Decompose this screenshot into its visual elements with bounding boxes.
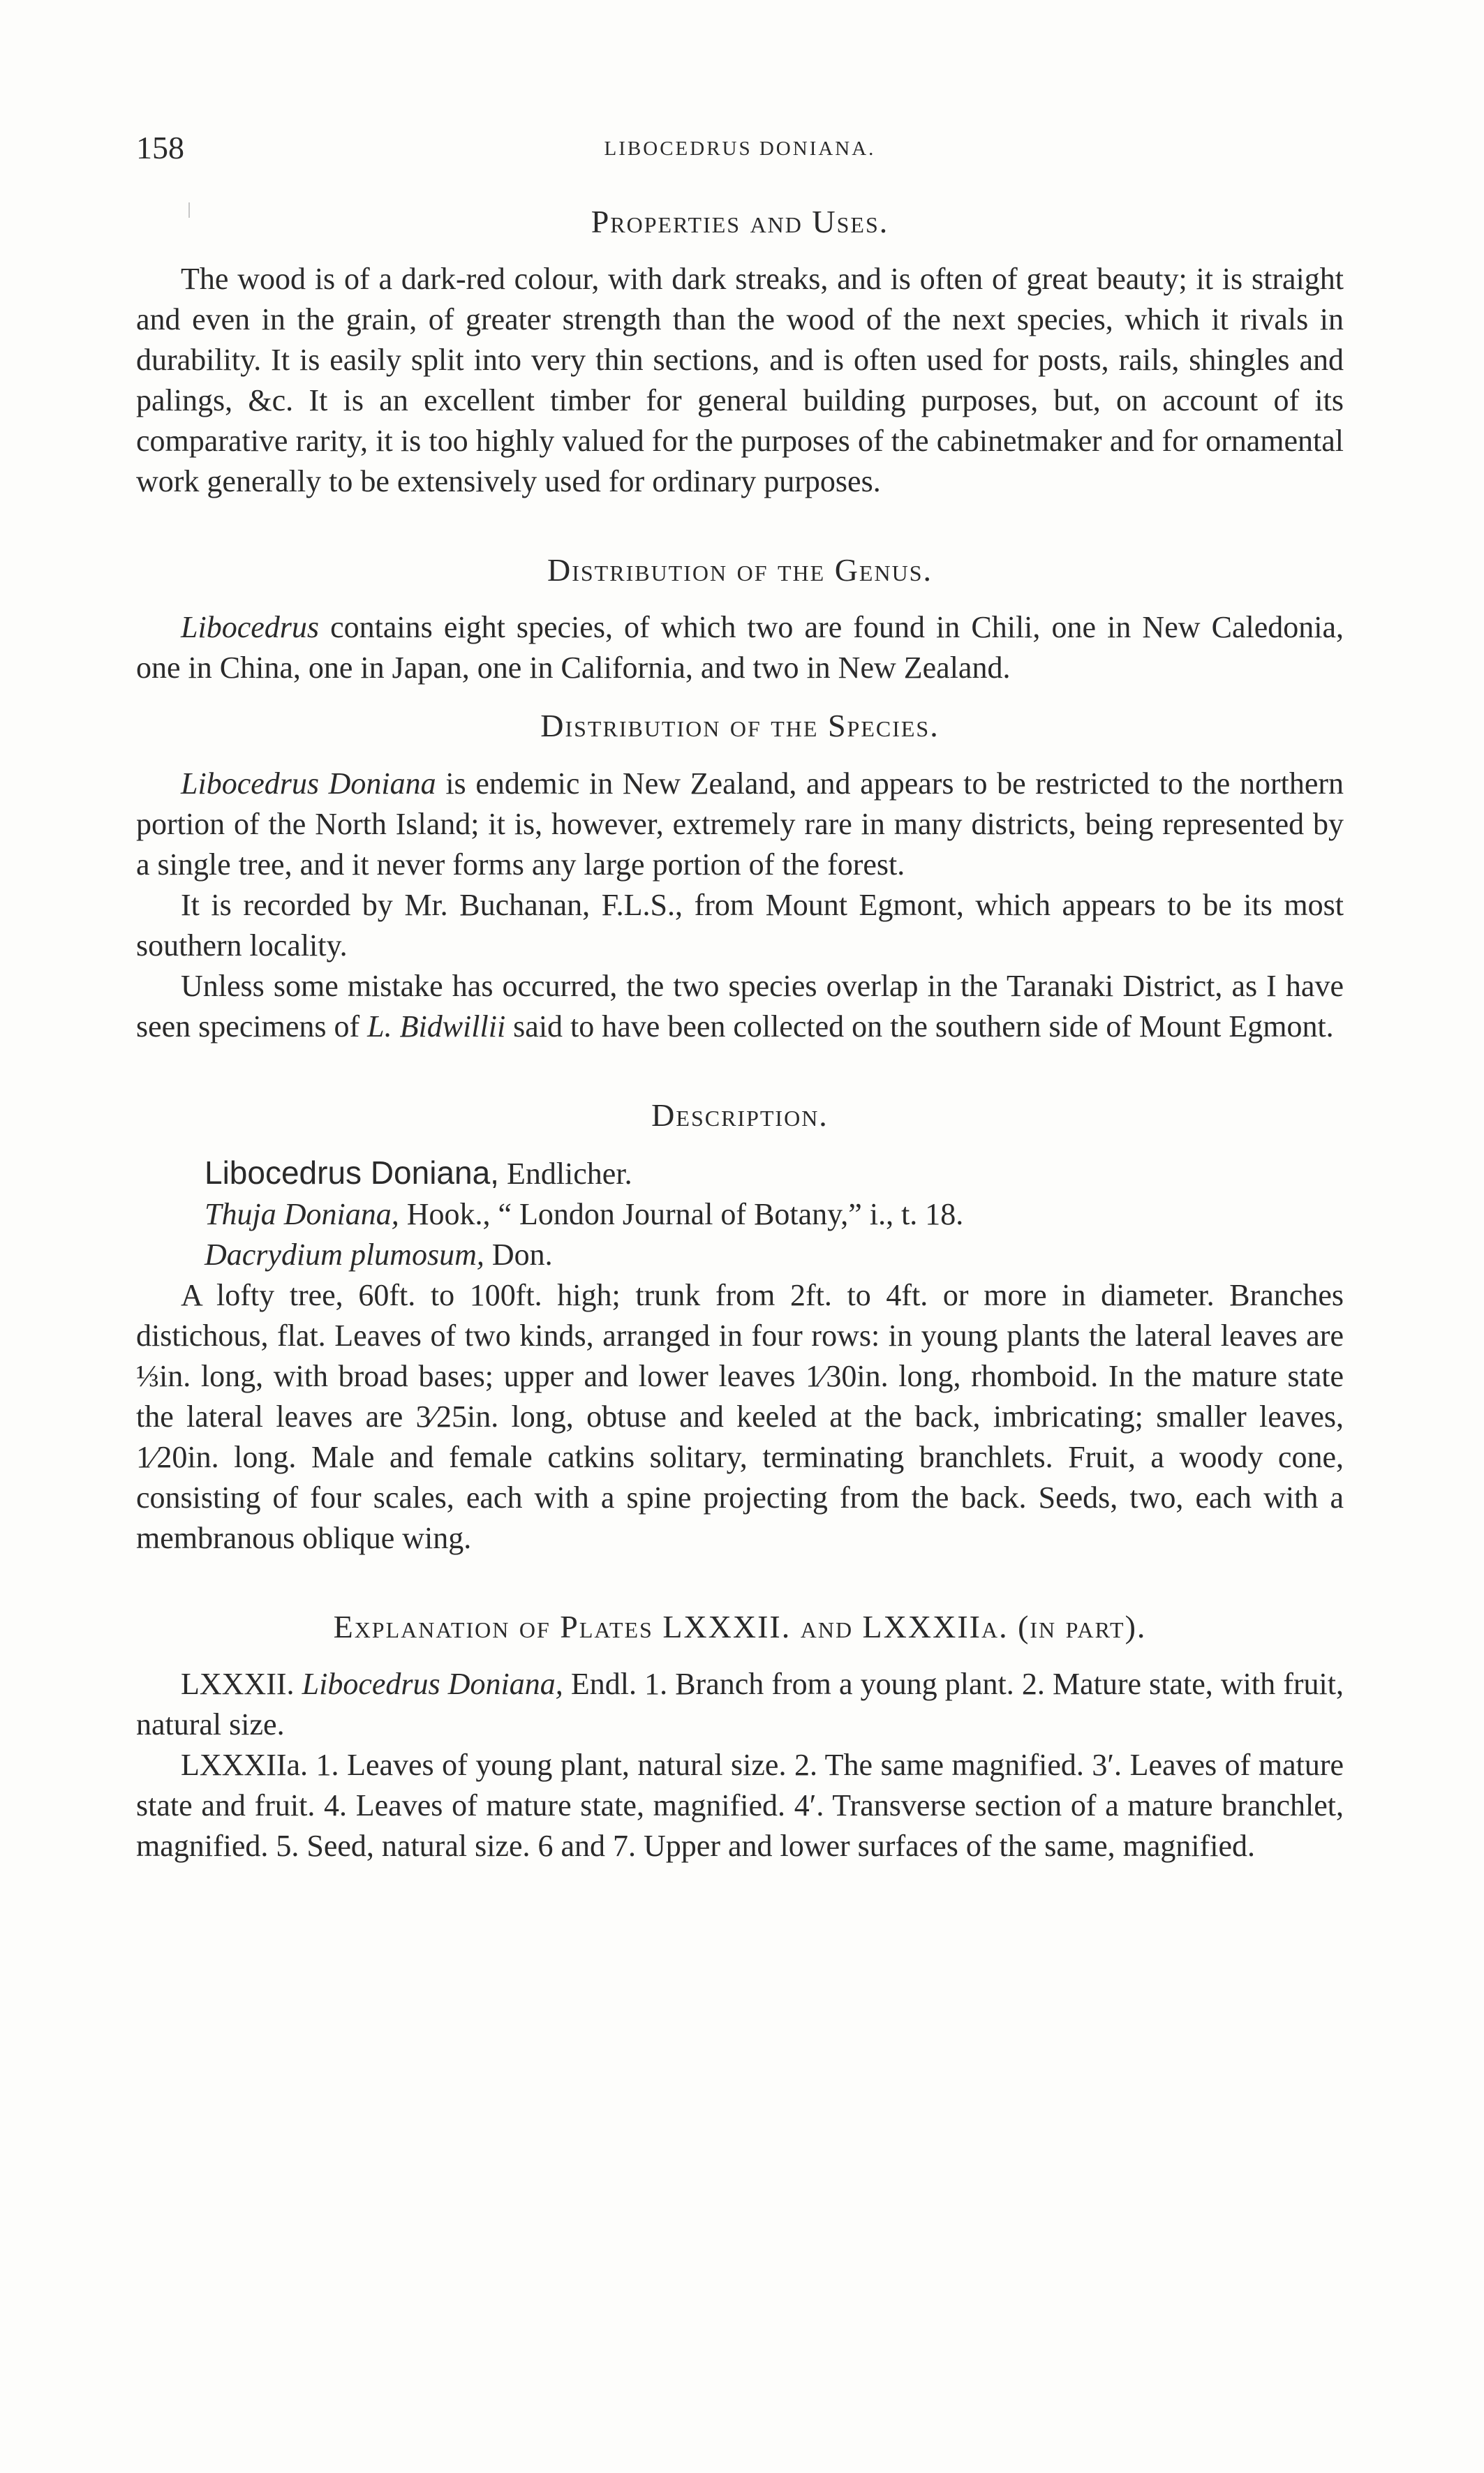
species-text-3b: said to have been collected on the southern side of Mount Egmont. (505, 1009, 1334, 1044)
page-body (136, 202, 1344, 1866)
genus-italic: Libocedrus (181, 610, 319, 645)
description-title: Description. (651, 1097, 829, 1133)
species-italic-bidwillii: L. Bidwillii (367, 1009, 506, 1044)
plate-number: LXXXII. (181, 1666, 302, 1701)
plates-paragraph-2: LXXXIIa. 1. Leaves of young plant, natural size. 2. The same magnified. 3′. Leaves of mature state and fruit. 4. Leaves of mature state, magnified. 4′. Transverse section of a mature branchlet, magnified. 5. Seed, natural size. 6 and 7. Upper and lower surfaces of the same, magnified. (136, 1747, 1344, 1863)
plate-text-1: Endl. 1. Branch from a young plant. 2. Mature state, with fruit, natural size. (136, 1666, 1344, 1742)
species-paragraph-1 (136, 764, 1344, 885)
plate-species: Libocedrus Doniana, (302, 1666, 563, 1701)
species-text-1: is endemic in New Zealand, and appears to be restricted to the northern portion of the North Island; it is, however, extremely rare in many districts, being represented by a single tree, and it never forms any large portion of the forest. (136, 766, 1344, 882)
genus-title: Distribution of the Genus. (547, 552, 933, 588)
synonym-1-name: Thuja Doniana, (205, 1196, 399, 1231)
synonym-2-name: Dacrydium plumosum, (205, 1237, 484, 1272)
species-paragraph-3 (136, 966, 1344, 1047)
species-italic: Libocedrus Doniana (181, 766, 436, 801)
page-header (136, 129, 1344, 171)
species-paragraph-2: It is recorded by Mr. Buchanan, F.L.S., from Mount Egmont, which appears to be its most southern locality. (136, 887, 1344, 963)
synonym-1-ref: Hook., “ London Journal of Botany,” i., t. 18. (399, 1196, 964, 1231)
species-heading (205, 1152, 1344, 1194)
synonym-1 (205, 1194, 1344, 1235)
species-distribution-title: Distribution of the Species. (540, 708, 940, 744)
species-name: Libocedrus Doniana, (205, 1154, 499, 1191)
page-number: 158 (136, 130, 184, 165)
species-authority: Endlicher. (498, 1156, 632, 1191)
genus-text: contains eight species, of which two are found in Chili, one in New Caledonia, one in China, one in Japan, one in California, and two in New Zealand. (136, 610, 1344, 685)
synonym-2 (205, 1235, 1344, 1275)
synonym-2-ref: Don. (484, 1237, 553, 1272)
plates-paragraph-1 (136, 1664, 1344, 1745)
properties-paragraph: The wood is of a dark-red colour, with dark streaks, and is often of great beauty; it is straight and even in the grain, of greater strength than the wood of the next species, which it rivals in durability. It is easily split into very thin sections, and is often used for posts, rails, shingles and palings, &c. It is an excellent timber for general building purposes, but, on account of its comparative rarity, it is too highly valued for the purposes of the cabinetmaker and for ornamental work generally to be extensively used for ordinary purposes. (136, 262, 1344, 499)
running-head: LIBOCEDRUS DONIANA. (604, 138, 876, 160)
species-text-3a: Unless some mistake has occurred, the two species overlap in the Taranaki District, as I have seen specimens of (136, 968, 1344, 1044)
properties-title: Properties and Uses. (591, 204, 889, 239)
genus-paragraph (136, 607, 1344, 688)
plates-title: Explanation of Plates LXXXII. and LXXXIIa. (in part). (333, 1608, 1147, 1644)
description-paragraph: A lofty tree, 60ft. to 100ft. high; trunk from 2ft. to 4ft. or more in diameter. Branches distichous, flat. Leaves of two kinds, arranged in four rows: in young plants the lateral leaves are ⅓in. long, with broad bases; upper and lower leaves 1⁄30in. long, rhomboid. In the mature state the lateral leaves are 3⁄25in. long, obtuse and keeled at the back, imbricating; smaller leaves, 1⁄20in. long. Male and female catkins solitary, terminating branchlets. Fruit, a woody cone, consisting of four scales, each with a spine projecting from the back. Seeds, two, each with a membranous oblique wing. (136, 1277, 1344, 1555)
